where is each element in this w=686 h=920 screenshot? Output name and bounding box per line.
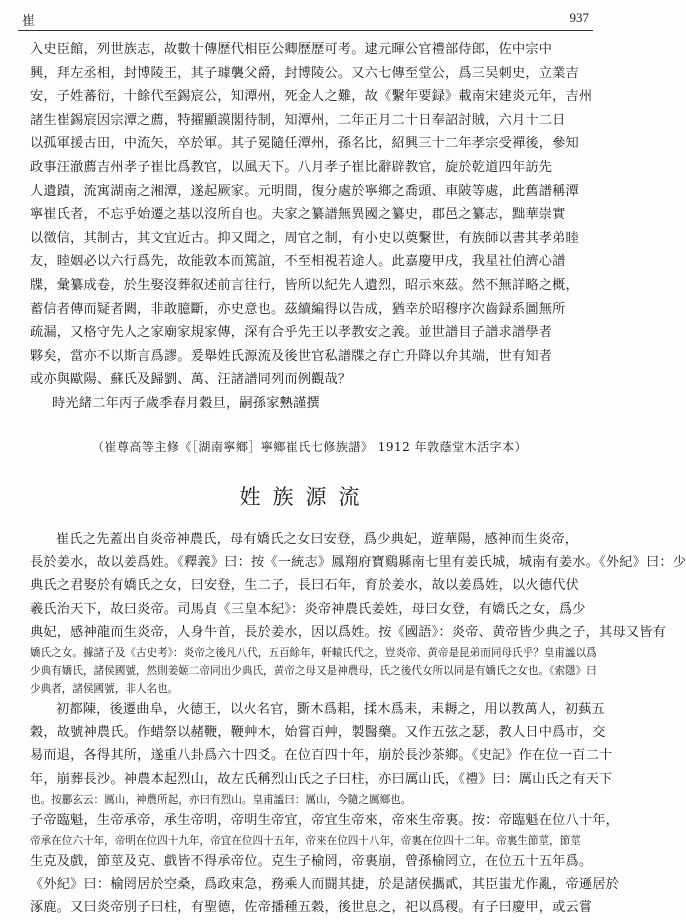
text-line: 年，崩葬長沙。神農本起烈山，故左氏稱烈山氏之子曰柱，亦曰厲山氏，《禮》曰：厲山氏之有天下	[30, 771, 613, 787]
text-line: 政事汪澈薦吉州孝子崔比爲教官，以風天下。八月孝子崔比辭辟教官，旋於乾道四年訪先	[30, 159, 553, 175]
text-line: 典氏之君娶於有嬌氏之女，曰安登，生二子，長曰石年，育於姜水，故以姜爲姓，以火德代伏	[30, 578, 579, 594]
text-line: 蓄信者傳而疑者闕，非敢臆斷，亦史意也。茲續編得以告成，猶幸於昭穆序次齒録系圖無所	[30, 301, 566, 317]
text-line: 涿鹿。又曰炎帝別子曰柱，有聖德，佐帝播種五穀，後世息之，祀以爲稷。有子曰慶甲，或云嘗	[30, 900, 593, 916]
text-line: 生克及戲，節莖及克、戲皆不得承帝位。克生子榆罔，帝裏崩，曾孫榆罔立，在位五十五年爲。	[30, 854, 593, 870]
text-line: 人遺蹟，流寓湖南之湘潭，遂起厥家。元明間，復分處於寧鄉之喬頭、車陂等處，此舊譜稱潭	[30, 183, 579, 199]
text-line: 崔氏之先蓋出自炎帝神農氏，母有嬌氏之女曰安登，爲少典妃，遊華陽，感神而生炎帝，	[56, 532, 579, 547]
text-line: 或亦與歐陽、蘇氏及歸劉、萬、汪諸譜同列而例觀哉？	[30, 372, 352, 388]
text-line: 《外紀》曰：榆罔居於空桑，爲政束急，務乘人而闘其捷，於是諸侯攜貳，其臣蚩尤作亂，帝遜居於	[30, 877, 620, 893]
text-line: 以孤軍援古田，中流矢，卒於軍。其子冕隨任潭州，孫名比，紹興三十二年孝宗受禪後，參知	[30, 136, 579, 152]
text-line: 易而退，各得其所，遂重八卦爲六十四爻。在位百四十年，崩於長沙茶鄉。《史記》作在位一百二十	[30, 748, 613, 764]
annotation-line: 少典有嬌氏，諸侯國號，然則姜姬二帝同出少典氏，黄帝之母又是神農母，氏之後代女所以同是有嬌氏之女也。《索隱》曰	[30, 665, 597, 678]
preface-paragraph	[30, 38, 593, 416]
source-caption: （崔尊高等主修《［湖南寧鄉］寧鄉崔氏七修族譜》 1912 年敦蔭堂木活字本）	[91, 440, 528, 454]
text-line: 疏漏，又格守先人之家廟家規家傳，深有合乎先王以孝教安之義。並世譜目子譜求譜學者	[30, 325, 553, 341]
text-line: 子帝臨魁，生帝承帝，承生帝明，帝明生帝宜，帝宜生帝來，帝來生帝裏。按：帝臨魁在位八十年，	[30, 812, 620, 828]
text-line: 以徵信，其制古，其文宜近古。抑又聞之，周官之制，有小史以奠繫世，有族師以書其孝弟睦	[30, 230, 579, 246]
running-title: 崔	[22, 14, 36, 29]
annotation-line: 帝承在位六十年，帝明在位四十九年，帝宜在位四十五年，帝來在位四十八年，帝裏在位四十二年。帝裏生節莖，節莖	[30, 835, 581, 848]
text-line: 穀，故號神農氏。作蜡祭以赭鞭，鞭艸木，始嘗百艸，製醫藥。又作五弦之瑟，教人日中爲市，交	[30, 725, 606, 741]
main-text	[30, 528, 686, 920]
text-line: 牒，彙纂成卷，於生娶沒葬叙述前言往行，皆所以紀先人遺烈，昭示來茲。然不無詳略之概，	[30, 277, 579, 293]
signature-line: 時光緒二年丙子歲季春月穀旦，嗣孫家𤍠謹撰	[52, 395, 320, 411]
text-line: 夥矣，當亦不以斯言爲謬。爰舉姓氏源流及後世官私譜牒之存亡升降以弁其端，世有知者	[30, 348, 553, 364]
text-line: 寧崔氏者，不忘乎始遷之基以沒所自也。夫家之纂譜無異國之纂史，郡邑之纂志，黜華崇實	[30, 207, 566, 223]
page-header	[18, 8, 593, 31]
annotation-line: 少典者，諸侯國號，非人名也。	[30, 683, 179, 696]
text-line: 長於姜水，故以姜爲姓。《釋義》曰：按《一統志》鳳翔府寶鷄縣南七里有姜氏城，城南有姜水。《外紀》曰：少	[30, 555, 686, 571]
text-line: 初都陳，後遷曲阜，火德王，以火名官，斵木爲耜，揉木爲耒，耒耨之，用以教萬人，初蓺五	[56, 702, 605, 718]
text-line: 諸生崔錫宸因宗潭之薦，特擢顯謨閣待制，知潭州，二年正月二十日奉詔討賊，六月十二日	[30, 112, 566, 128]
text-line: 入史臣館，列世族志，故數十傳歷代相臣公卿歷歷可考。逮元暉公官禮部侍郎，佐中宗中	[30, 42, 553, 57]
section-heading: 姓族源流	[239, 485, 372, 509]
text-line: 典妃，感神龍而生炎帝，人身牛首，長於姜水，因以爲姓。按《國語》：炎帝、黄帝皆少典之子，其母又皆有	[30, 624, 666, 640]
annotation-line: 也。按酈玄云：厲山，神農所起，亦曰有烈山。皇甫謐曰：厲山，今隨之厲鄉也。	[30, 793, 412, 806]
page-number: 937	[569, 10, 589, 25]
text-line: 友，睦姻必以六行爲先，故能敦本而篤誼，不至相視若途人。此嘉慶甲戌，我星社伯濟心譜	[30, 254, 566, 270]
text-line: 羲氏治天下，故曰炎帝。司馬貞《三皇本紀》：炎帝神農氏姜姓，母曰女登，有嬌氏之女，爲少	[30, 601, 586, 617]
annotation-line: 嬌氏之女。據諸子及《古史考》：炎帝之後凡八代，五百餘年，軒轅氏代之，豈炎帝、黄帝是昆弟而同母氏乎？皇甫謐以爲	[30, 647, 597, 660]
text-line: 安，子姓蕃衍，十餘代至錫宸公，知潭州，死金人之難，故《繫年要録》載南宋建炎元年，吉州	[30, 89, 593, 105]
text-line: 興，拜左丞相，封博陵王，其子璩襲父爵，封博陵公。又六七傳至堂公，爲三吴刺史，立業吉	[30, 65, 579, 81]
